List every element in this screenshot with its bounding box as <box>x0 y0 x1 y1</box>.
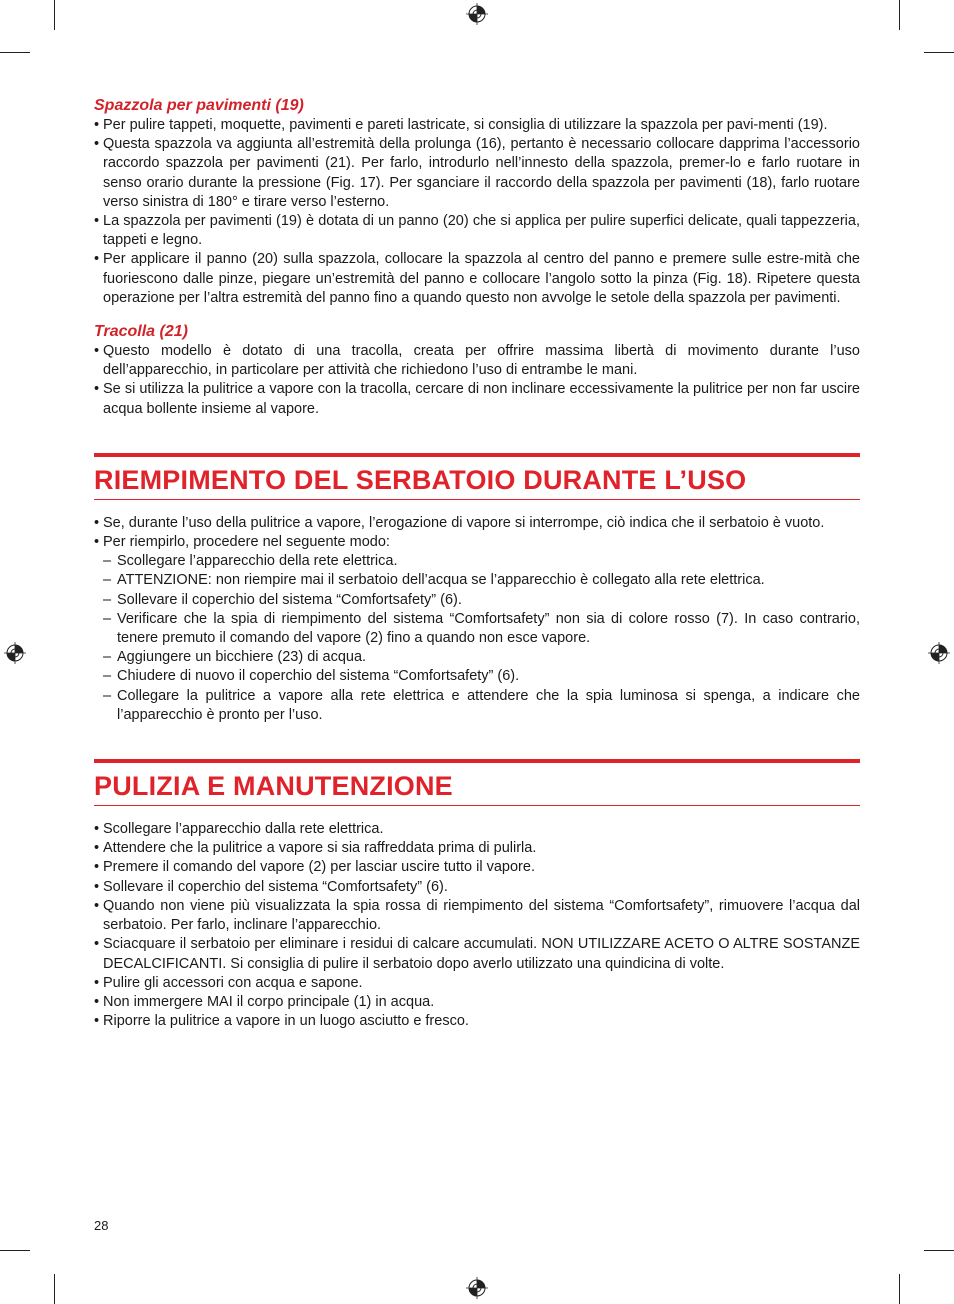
page-number: 28 <box>94 1218 109 1233</box>
refill-steps-list <box>94 552 860 725</box>
strap-list <box>94 342 860 419</box>
cleaning-list <box>94 820 860 1031</box>
refill-list <box>94 514 860 552</box>
list-item: • Scollegare l’apparecchio dalla rete elettrica. <box>94 820 860 839</box>
section-header-refill <box>94 453 860 500</box>
step-item: – Aggiungere un bicchiere (23) di acqua. <box>94 648 860 667</box>
registration-mark-icon <box>928 642 950 664</box>
crop-mark-bottom-right-h <box>924 1250 954 1251</box>
list-item: • Per riempirlo, procedere nel seguente modo: <box>94 533 860 552</box>
list-item: • Questo modello è dotato di una tracolla, creata per offrire massima libertà di movimento durante l’uso dell’apparecchio, in particolare per attività che richiedono l’uso di entrambe le mani. <box>94 342 860 380</box>
crop-mark-bottom-left-h <box>0 1250 30 1251</box>
crop-mark-top-left <box>54 0 55 30</box>
list-item: • La spazzola per pavimenti (19) è dotata di un panno (20) che si applica per pulire superfici delicate, quali tappezzeria, tappeti e legno. <box>94 212 860 250</box>
step-item: – Scollegare l’apparecchio della rete elettrica. <box>94 552 860 571</box>
list-item: • Per applicare il panno (20) sulla spazzola, collocare la spazzola al centro del panno e premere sulle estre-mità che fuoriescono dalle pinze, piegare un’estremità del panno e collocare l’angolo sotto la pinza (Fig. 18). Ripetere questa operazione per l’altra estremità del panno fino a quando questo non avvolge le setole della spazzola per pavimenti. <box>94 250 860 308</box>
step-item: – Sollevare il coperchio del sistema “Comfortsafety” (6). <box>94 591 860 610</box>
list-item: • Attendere che la pulitrice a vapore si sia raffreddata prima di pulirla. <box>94 839 860 858</box>
step-item: – Verificare che la spia di riempimento del sistema “Comfortsafety” non sia di colore rosso (7). In caso contrario, tenere premuto il comando del vapore (2) fino a quando non esce vapore. <box>94 610 860 648</box>
list-item: • Sciacquare il serbatoio per eliminare i residui di calcare accumulati. NON UTILIZZARE ACETO O ALTRE SOSTANZE DECALCIFICANTI. Si consiglia di pulire il serbatoio dopo averlo utilizzato una quindicina di volte. <box>94 935 860 973</box>
list-item: • Per pulire tappeti, moquette, pavimenti e pareti lastricate, si consiglia di utilizzare la spazzola per pavi-menti (19). <box>94 116 860 135</box>
step-item: – Chiudere di nuovo il coperchio del sistema “Comfortsafety” (6). <box>94 667 860 686</box>
list-item: • Pulire gli accessori con acqua e sapone. <box>94 974 860 993</box>
floor-brush-list <box>94 116 860 308</box>
main-content <box>94 96 860 1031</box>
section-heading: PULIZIA E MANUTENZIONE <box>94 771 453 802</box>
list-item: • Se, durante l’uso della pulitrice a vapore, l’erogazione di vapore si interrompe, ciò indica che il serbatoio è vuoto. <box>94 514 860 533</box>
section-title-floor-brush: Spazzola per pavimenti (19) <box>94 97 304 114</box>
crop-mark-bottom-left <box>54 1274 55 1304</box>
crop-mark-bottom-right <box>899 1274 900 1304</box>
list-item: • Non immergere MAI il corpo principale (1) in acqua. <box>94 993 860 1012</box>
registration-mark-icon <box>466 3 488 25</box>
list-item: • Quando non viene più visualizzata la spia rossa di riempimento del sistema “Comfortsafety”, rimuovere l’acqua dal serbatoio. Per farlo, inclinare l’apparecchio. <box>94 897 860 935</box>
crop-mark-top-right-h <box>924 52 954 53</box>
list-item: • Riporre la pulitrice a vapore in un luogo asciutto e fresco. <box>94 1012 860 1031</box>
list-item: • Sollevare il coperchio del sistema “Comfortsafety” (6). <box>94 878 860 897</box>
section-header-cleaning <box>94 759 860 806</box>
registration-mark-icon <box>466 1277 488 1299</box>
registration-mark-icon <box>4 642 26 664</box>
list-item: • Questa spazzola va aggiunta all’estremità della prolunga (16), pertanto è necessario collocare dapprima l’accessorio raccordo spazzola per pavimenti (21). Per farlo, introdurlo nell’innesto della spazzola, premer-lo e farlo ruotare in senso orario durante la pressione (Fig. 17). Per sganciare il raccordo della spazzola per pavimenti (18), farlo ruotare verso sinistra di 180° e tirare verso l’esterno. <box>94 135 860 212</box>
step-item: – Collegare la pulitrice a vapore alla rete elettrica e attendere che la spia luminosa si spenga, a indicare che l’apparecchio è pronto per l’uso. <box>94 687 860 725</box>
list-item: • Premere il comando del vapore (2) per lasciar uscire tutto il vapore. <box>94 858 860 877</box>
step-item: – ATTENZIONE: non riempire mai il serbatoio dell’acqua se l’apparecchio è collegato alla rete elettrica. <box>94 571 860 590</box>
section-heading: RIEMPIMENTO DEL SERBATOIO DURANTE L’USO <box>94 464 747 495</box>
list-item: • Se si utilizza la pulitrice a vapore con la tracolla, cercare di non inclinare eccessivamente la pulitrice per non far uscire acqua bollente insieme al vapore. <box>94 380 860 418</box>
section-title-strap: Tracolla (21) <box>94 323 188 341</box>
crop-mark-top-left-h <box>0 52 30 53</box>
crop-mark-top-right <box>899 0 900 30</box>
